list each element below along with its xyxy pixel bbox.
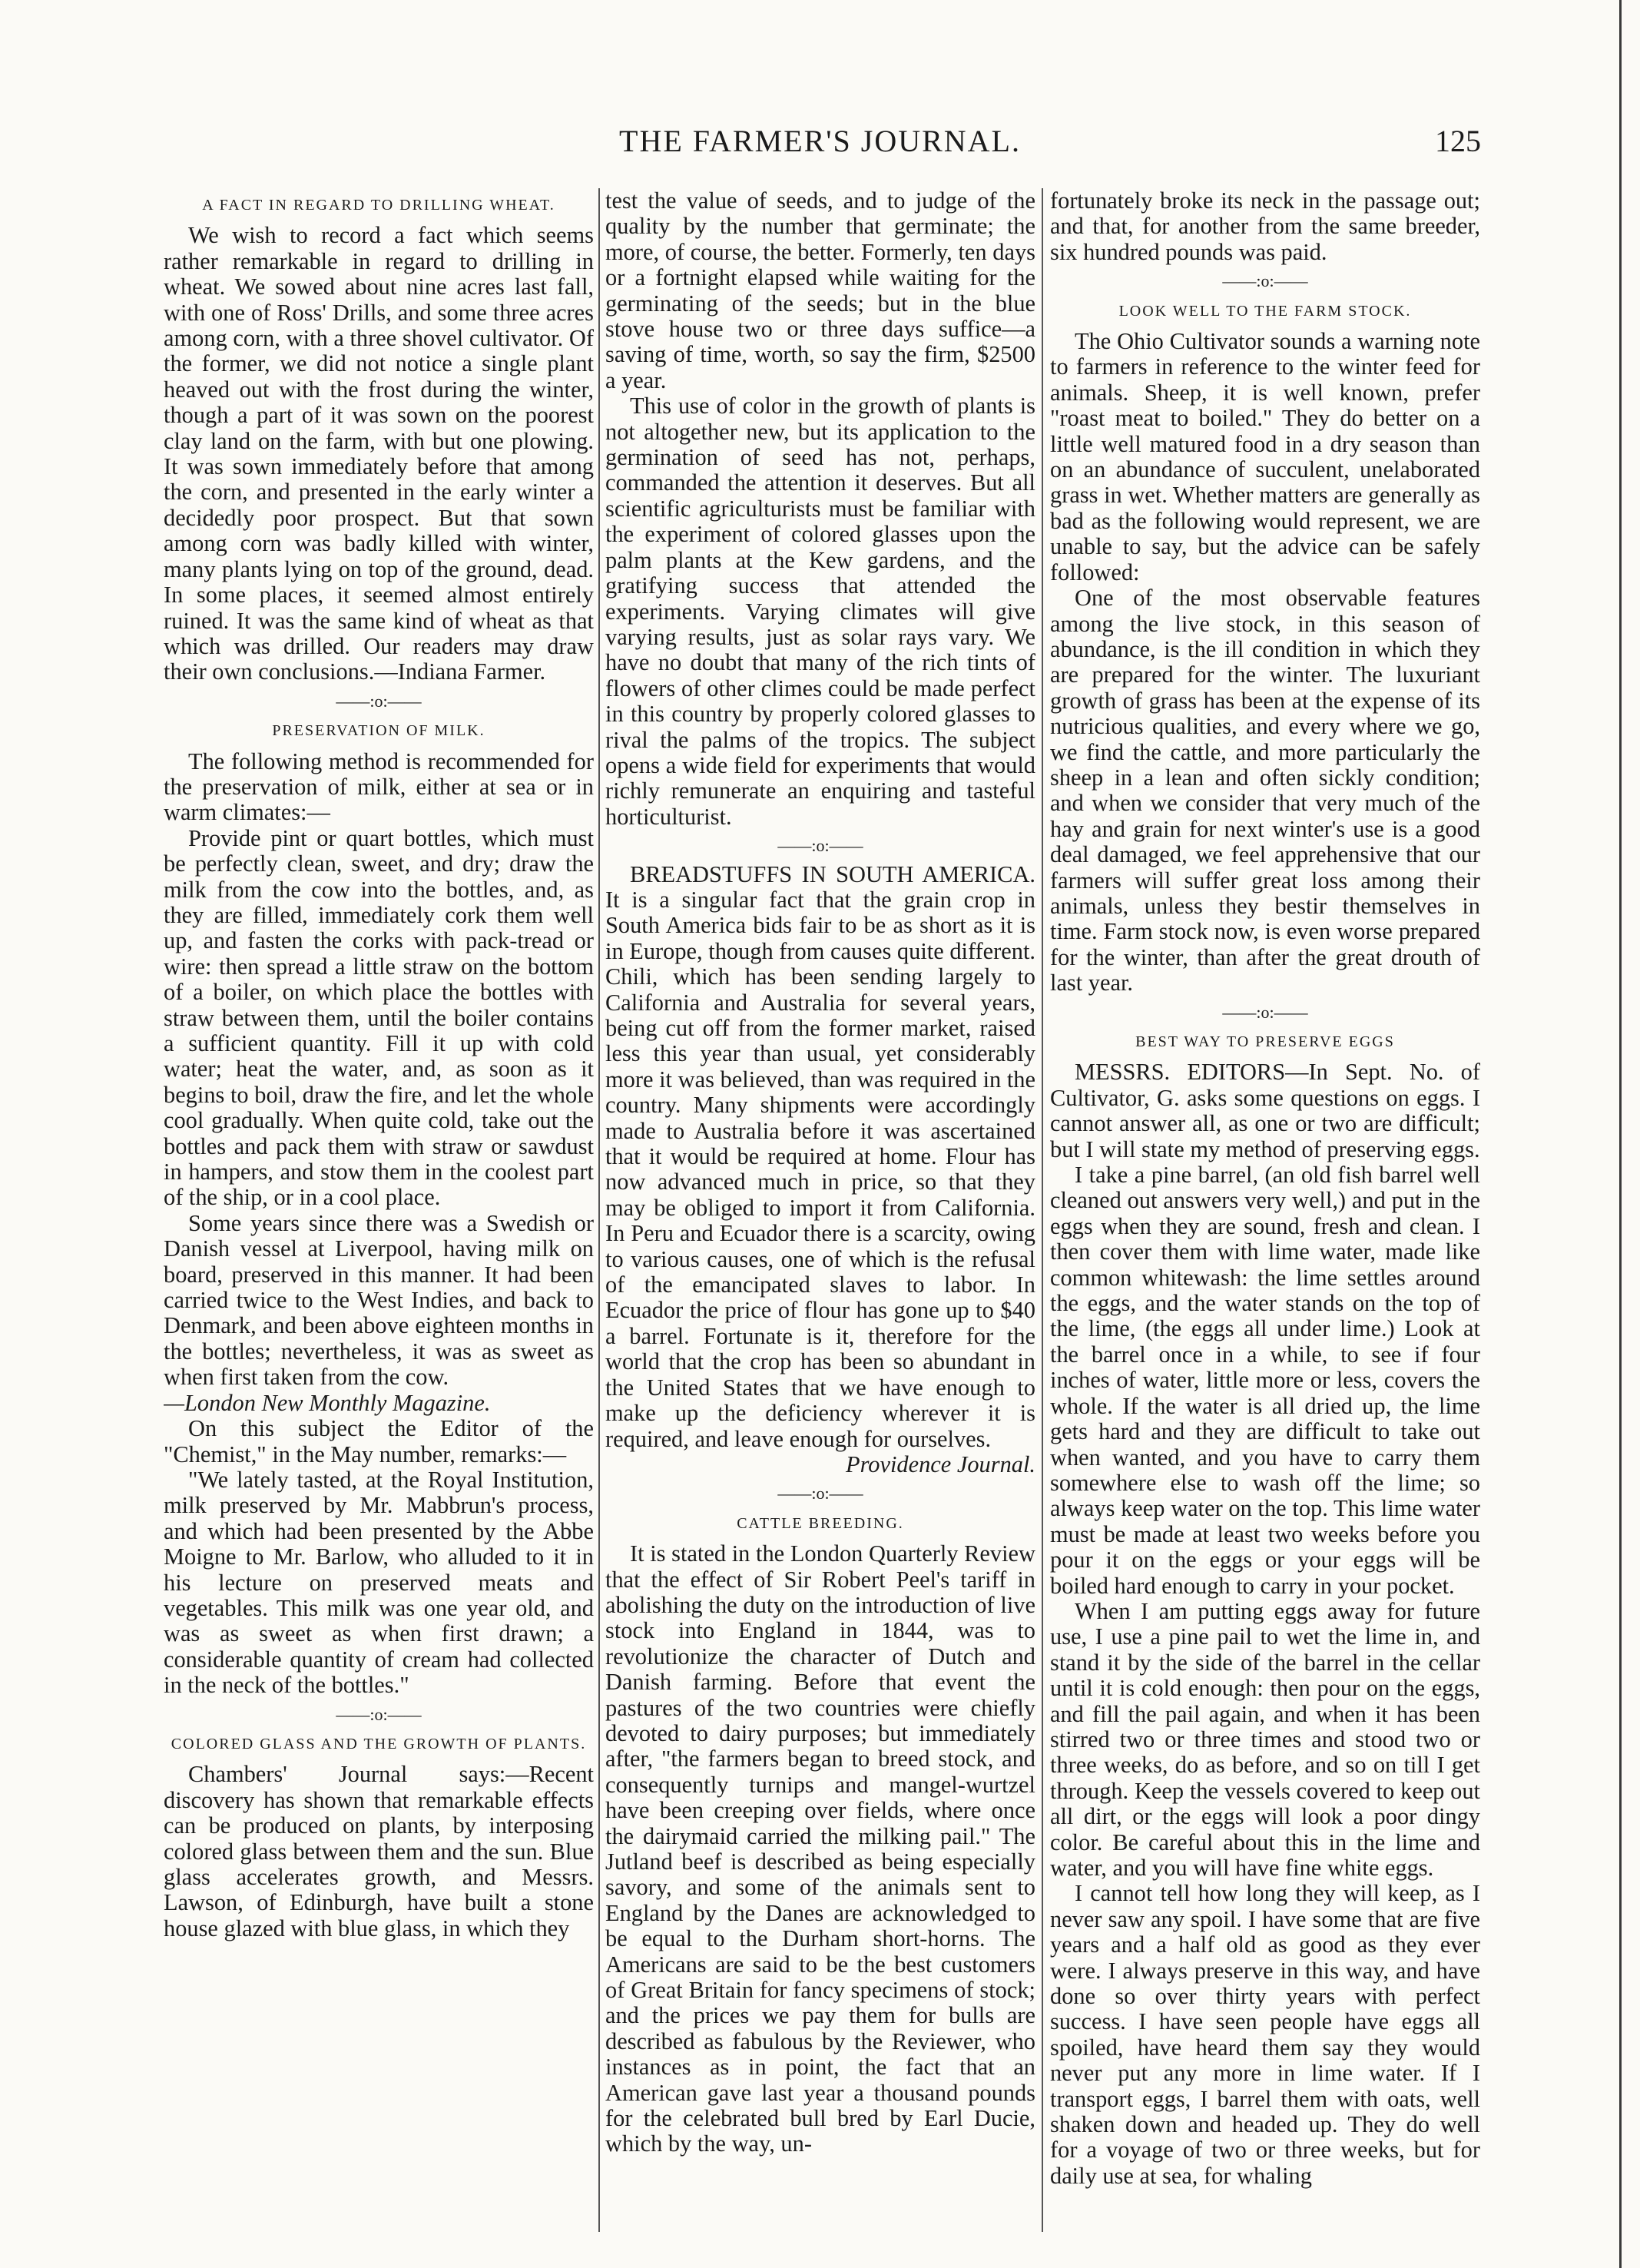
paragraph: The Ohio Cultivator sounds a warning note to farmers in reference to the winter feed for animals. Sheep, it is well known, prefer "roast meat to boiled." They do better on a little well matured food in a dry season than on an abundance of succulent, unelaborated grass in wet. Whether matters are generally as bad as the following would represent, we are unable to say, but the advice can be safely followed: [1050,328,1480,585]
separator: ——:o:—— [1222,271,1308,291]
paragraph: I cannot tell how long they will keep, as I never saw any spoil. I have some that are five years and a half old as good as they ever were. I always preserve in this way, and have done so over thirty years with perfect success. I have seen people have eggs all spoiled, have heard them say they would never put any more in lime water. If I transport eggs, I barrel them with oats, well shaken down and headed up. They do well for a voyage of two or three weeks, but for daily use at sea, for whaling [1050,1880,1480,2189]
column-rule [598,188,600,2232]
column-1 [164,188,594,2232]
page-header [0,123,1640,169]
column-rule [1042,188,1043,2232]
source-attribution: Providence Journal. [846,1451,1035,1477]
paragraph: test the value of seeds, and to judge of the quality by the number that germinate; the more, of course, the better. Formerly, ten days or a fortnight elapsed while waiting for the germinating of the seeds; but in the blue stove house two or three days suffice—a saving of time, worth, so say the firm, $2500 a year. [605,188,1035,393]
paragraph: Chambers' Journal says:—Recent discovery has shown that remarkable effects can be produced on plants, by interposing colored glass between them and the sun. Blue glass accelerates growth, and Messrs. Lawson, of Edinburgh, have built a stone house glazed with blue glass, in which they [164,1761,594,1941]
paragraph: When I am putting eggs away for future use, I use a pine pail to wet the lime in, and stand it by the side of the barrel in the cellar until it is cold enough: then pour on the eggs, and fill the pail again, and when it has been stirred two or three times and stood two or three weeks, do as before, and so on till I get through. Keep the vessels covered to keep out all dirt, or the eggs will look a poor dingy color. Be careful about this in the lime and water, and you will have fine white eggs. [1050,1597,1480,1881]
paragraph: On this subject the Editor of the "Chemist," in the May number, remarks:— [164,1415,594,1467]
article-heading: BEST WAY TO PRESERVE EGGS [1135,1033,1395,1050]
paragraph: This use of color in the growth of plants is not altogether new, but its application to the germination of seed has not, perhaps, commanded the attention it deserves. But all scientific agriculturists must be familiar with the experiment of colored glasses upon the palm plants at the Kew gardens, and the gratifying success that attended the experiments. Varying climates will give varying results, just as solar rays vary. We have no doubt that many of the rich tints of flowers of other climes could be made perfect in this country by properly colored glasses to rival the palms of the tropics. The subject opens a wide field for experiments that would richly remunerate an enquiring and tasteful horticulturist. [605,393,1035,830]
paragraph: We wish to record a fact which seems rather remarkable in regard to drilling in wheat. We sowed about nine acres last fall, with one of Ross' Drills, and some three acres among corn, with a three shovel cultivator. Of the former, we did not notice a single plant heaved out with the frost during the winter, though a part of it was sown on the poorest clay land on the farm, with but one plowing. It was sown immediately before that among the corn, and presented in the early winter a decidedly poor prospect. But that sown among corn was badly killed with winter, many plants lying on top of the ground, dead. In some places, it seemed almost entirely ruined. It was the same kind of wheat as that which was drilled. Our readers may draw their own conclusions.—Indiana Farmer. [164,222,594,685]
paragraph: It is stated in the London Quarterly Review that the effect of Sir Robert Peel's tariff in abolishing the duty on the introduction of live stock into England in 1844, was to revolutionize the character of Dutch and Danish farming. Before that event the pastures of the two countries were chiefly devoted to dairy purposes; but immediately after, "the farmers began to breed stock, and consequently turnips and mangel-wurtzel have been creeping over fields, where once the dairymaid carried the milking pail." The Jutland beef is described as being especially savory, and some of the animals sent to England by the Danes are acknowledged to be equal to the Durham short-horns. The Americans are said to be the best customers of Great Britain for fancy specimens of stock; and the prices we pay them for bulls are described as fabulous by the Reviewer, who instances as in point, the fact that an American gave last year a thousand pounds for the celebrated bull bred by Earl Ducie, which by the way, un- [605,1540,1035,2157]
paragraph: "We lately tasted, at the Royal Institution, milk preserved by Mr. Mabbrun's process, and which had been presented by the Abbe Moigne to Mr. Barlow, who alluded to it in his lecture on preserved meats and vegetables. This milk was one year old, and was as sweet as when first drawn; a considerable quantity of cream had collected in the neck of the bottles." [164,1466,594,1699]
separator: ——:o:—— [777,1484,863,1504]
article-heading: COLORED GLASS AND THE GROWTH OF PLANTS. [171,1735,587,1752]
separator: ——:o:—— [777,836,863,856]
paragraph: Some years since there was a Swedish or Danish vessel at Liverpool, having milk on board, preserved in this manner. It had been carried twice to the West Indies, and back to Denmark, and been above eighteen months in the bottles; nevertheless, it was as sweet as when first taken from the cow. [164,1209,594,1391]
paragraph: I take a pine barrel, (an old fish barrel well cleaned out answers very well,) and put in the eggs when they are sound, fresh and clean. I then cover them with lime water, made like common whitewash: the lime settles around the eggs, and the water stands on the top of the lime, (the eggs all under lime.) Look at the barrel once in a while, to see if four inches of water, little more or less, covers the whole. If the water is all dried up, the lime gets hard and they are difficult to take out when wanted, and you have to carry them somewhere else to wash off the lime; so always keep water on the top. This lime water must be made at least two weeks before you pour it on the eggs or your eggs will be boiled hard enough to carry in your pocket. [1050,1162,1480,1599]
article-heading: CATTLE BREEDING. [737,1514,904,1532]
separator: ——:o:—— [336,691,422,711]
page-number: 125 [1435,124,1481,158]
paragraph: Provide pint or quart bottles, which must be perfectly clean, sweet, and dry; draw the milk from the cow into the bottles, and, as they are filled, immediately cork them well up, and fasten the corks with pack-tread or wire: then spread a little straw on the bottom of a boiler, on which place the bottles with straw between them, until the boiler contains a sufficient quantity. Fill it up with cold water; heat the water, and, as soon as it begins to boil, draw the fire, and let the whole cool gradually. When quite cold, take out the bottles and pack them with straw or sawdust in hampers, and stow them in the coolest part of the ship, or in a cool place. [164,824,594,1211]
source-attribution: —London New Monthly Magazine. [164,1389,491,1416]
paragraph: One of the most observable features among the live stock, in this season of abundance, is the ill condition in which they are prepared for the winter. The luxuriant growth of grass has been at the expense of its nutricious qualities, and every where we go, we find the cattle, and more particularly the sheep in a lean and often sickly condition; and when we consider that very much of the hay and grain for next winter's use is a good deal damaged, we feel apprehensive that our farmers will suffer great loss among their animals, unless they bestir themselves in time. Farm stock now, is even worse prepared for the winter, than after the great drouth of last year. [1050,585,1480,996]
paragraph: BREADSTUFFS IN SOUTH AMERICA. It is a singular fact that the grain crop in South America bids fair to be as short as it is in Europe, though from causes quite different. Chili, which has been sending largely to California and Australia for several years, being cut off from the former market, raised less this year than usual, yet considerably more it was believed, than was required in the country. Many shipments were accordingly made to Australia before it was ascertained that it would be required at home. Flour has now advanced much in price, so that they may be obliged to import it from California. In Peru and Ecuador there is a scarcity, owing to various causes, one of which is the refusal of the emancipated slaves to labor. In Ecuador the price of flour has gone up to $40 a barrel. Fortunate is it, therefore for the world that the crop has been so abundant in the United States that we have enough to make up the deficiency wherever it is required, and leave enough for ourselves. [605,860,1035,1452]
paragraph: The following method is recommended for the preservation of milk, either at sea or in warm climates:— [164,748,594,826]
column-3 [1050,188,1480,2232]
column-2 [605,188,1035,2232]
separator: ——:o:—— [336,1704,422,1724]
paragraph: MESSRS. EDITORS—In Sept. No. of Cultivator, G. asks some questions on eggs. I cannot answer all, as one or two are difficult; but I will state my method of preserving eggs. [1050,1059,1480,1162]
article-heading: LOOK WELL TO THE FARM STOCK. [1118,302,1412,320]
article-heading: PRESERVATION OF MILK. [272,722,485,740]
paragraph: fortunately broke its neck in the passage out; and that, for another from the same breeder, six hundred pounds was paid. [1050,188,1480,265]
separator: ——:o:—— [1222,1002,1308,1022]
article-heading: A FACT IN REGARD TO DRILLING WHEAT. [202,197,555,214]
running-title: THE FARMER'S JOURNAL. [619,124,1021,158]
page-edge [1619,0,1622,2268]
